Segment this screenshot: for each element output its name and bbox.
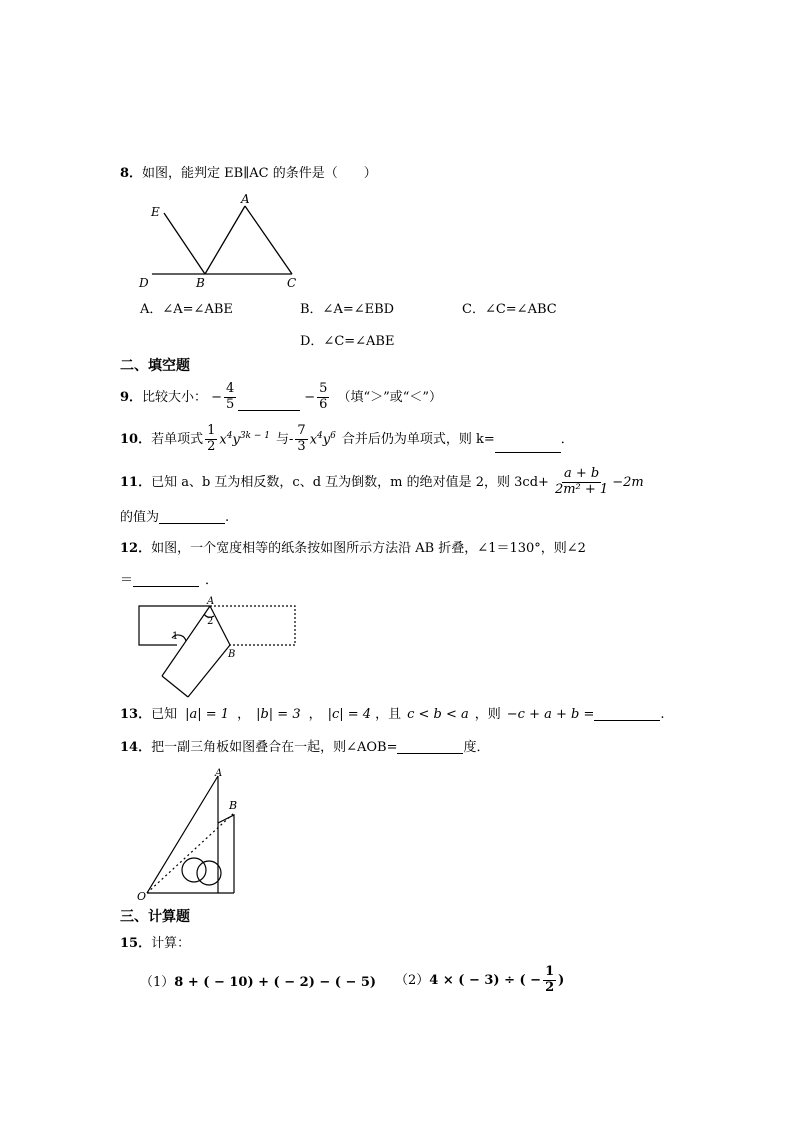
question-number: 9． <box>120 389 143 405</box>
question-text: 若单项式 <box>151 431 204 447</box>
question-text: 的值为 <box>120 510 160 525</box>
numerator: a + b <box>563 466 600 482</box>
monomial-2: $x^4y^6$ <box>309 430 336 448</box>
label-b: B <box>196 276 205 290</box>
question-number: 8． <box>120 166 143 181</box>
angle-1-label: 1 <box>172 631 179 642</box>
part-label: （1） <box>140 974 175 990</box>
q15-part-2 <box>395 962 564 998</box>
denominator: 6 <box>319 396 328 412</box>
expression-tail: −2m <box>612 474 644 490</box>
equals-sign: ＝ <box>120 573 134 588</box>
label-a: A <box>207 596 215 607</box>
condition-a: |a| = 1 <box>185 707 230 722</box>
hint-text: （填“＞”或“＜”） <box>337 389 443 405</box>
label-a: A <box>215 768 223 779</box>
fraction-1-2 <box>543 965 556 995</box>
minus-sign: − <box>304 389 316 405</box>
question-text: 计算： <box>151 936 191 951</box>
numerator: 4 <box>225 381 235 397</box>
question-13: 13． 已知 |a| = 1 ， |b| = 3 ， |c| = 4 ，且 c < b < a ，则 −c + a + b = . <box>120 707 665 722</box>
label-b: B <box>229 799 238 812</box>
period: . <box>660 707 665 722</box>
question-text: 已知 <box>151 707 178 722</box>
numerator: 7 <box>297 423 306 439</box>
question-text: 与- <box>276 431 294 447</box>
question-number: 13． <box>120 707 152 722</box>
period: ． <box>205 573 219 588</box>
monomial-1: $x^4y^{3k - 1}$ <box>219 430 270 448</box>
denominator: 2m² + 1 <box>554 481 609 497</box>
minus-sign: − <box>211 389 222 405</box>
question-text: 合并后仍为单项式，则 k= <box>341 431 495 447</box>
part-label: （2） <box>395 972 430 988</box>
label-e: E <box>151 205 160 219</box>
q15-part-1 <box>140 966 376 998</box>
question-text: ，且 <box>375 707 402 722</box>
question-text: 把一副三角板如图叠合在一起，则∠AOB= <box>151 740 398 755</box>
condition-c: |c| = 4 <box>327 707 372 722</box>
denominator: 2 <box>207 438 216 454</box>
numerator: 5 <box>319 381 328 397</box>
question-number: 12． <box>120 541 152 556</box>
question-text: 比较大小： <box>142 389 208 405</box>
label-d: D <box>139 276 149 290</box>
expression: 4 × ( − 3) ÷ ( − <box>429 972 542 988</box>
section-heading-calculation: 三、计算题 <box>120 909 190 925</box>
option-d: D．∠C=∠ABE <box>300 334 395 349</box>
angle-2-label: 2 <box>207 616 214 627</box>
denominator: 3 <box>297 438 306 454</box>
question-number: 15． <box>120 936 152 951</box>
question-number: 11． <box>120 474 152 490</box>
question-number: 14． <box>120 740 152 755</box>
expression: ) <box>558 972 565 988</box>
question-number: 10． <box>120 431 152 447</box>
question-15 <box>120 937 190 950</box>
option-b: B．∠A=∠EBD <box>300 302 395 317</box>
section-heading-fill-in: 二、填空题 <box>120 358 190 374</box>
denominator: 2 <box>545 979 555 995</box>
numerator: 1 <box>545 964 555 980</box>
label-a: A <box>241 192 250 206</box>
label-o: O <box>137 890 147 903</box>
question-text: 如图，能判定 EB∥AC 的条件是（ ） <box>142 166 377 181</box>
expression: −c + a + b = <box>506 707 595 722</box>
label-c: C <box>287 276 297 290</box>
label-b: B <box>228 649 236 660</box>
numerator: 1 <box>207 423 216 439</box>
question-text: ，则 <box>474 707 501 722</box>
option-c: C．∠C=∠ABC <box>462 302 557 317</box>
question-text: 已知 a、b 互为相反数，c、d 互为倒数，m 的绝对值是 2，则 3cd+ <box>151 474 549 490</box>
period: . <box>225 510 230 525</box>
option-a: A．∠A=∠ABE <box>140 302 233 317</box>
period: ． <box>560 431 574 447</box>
denominator: 5 <box>225 396 235 412</box>
inequality: c < b < a <box>407 707 469 722</box>
question-text: 度． <box>463 740 490 755</box>
expression: 8 + ( − 10) + ( − 2) − ( − 5) <box>174 974 377 990</box>
condition-b: |b| = 3 <box>256 707 301 722</box>
question-text: 如图，一个宽度相等的纸条按如图所示方法沿 AB 折叠，∠1＝130°，则∠2 <box>151 541 586 556</box>
